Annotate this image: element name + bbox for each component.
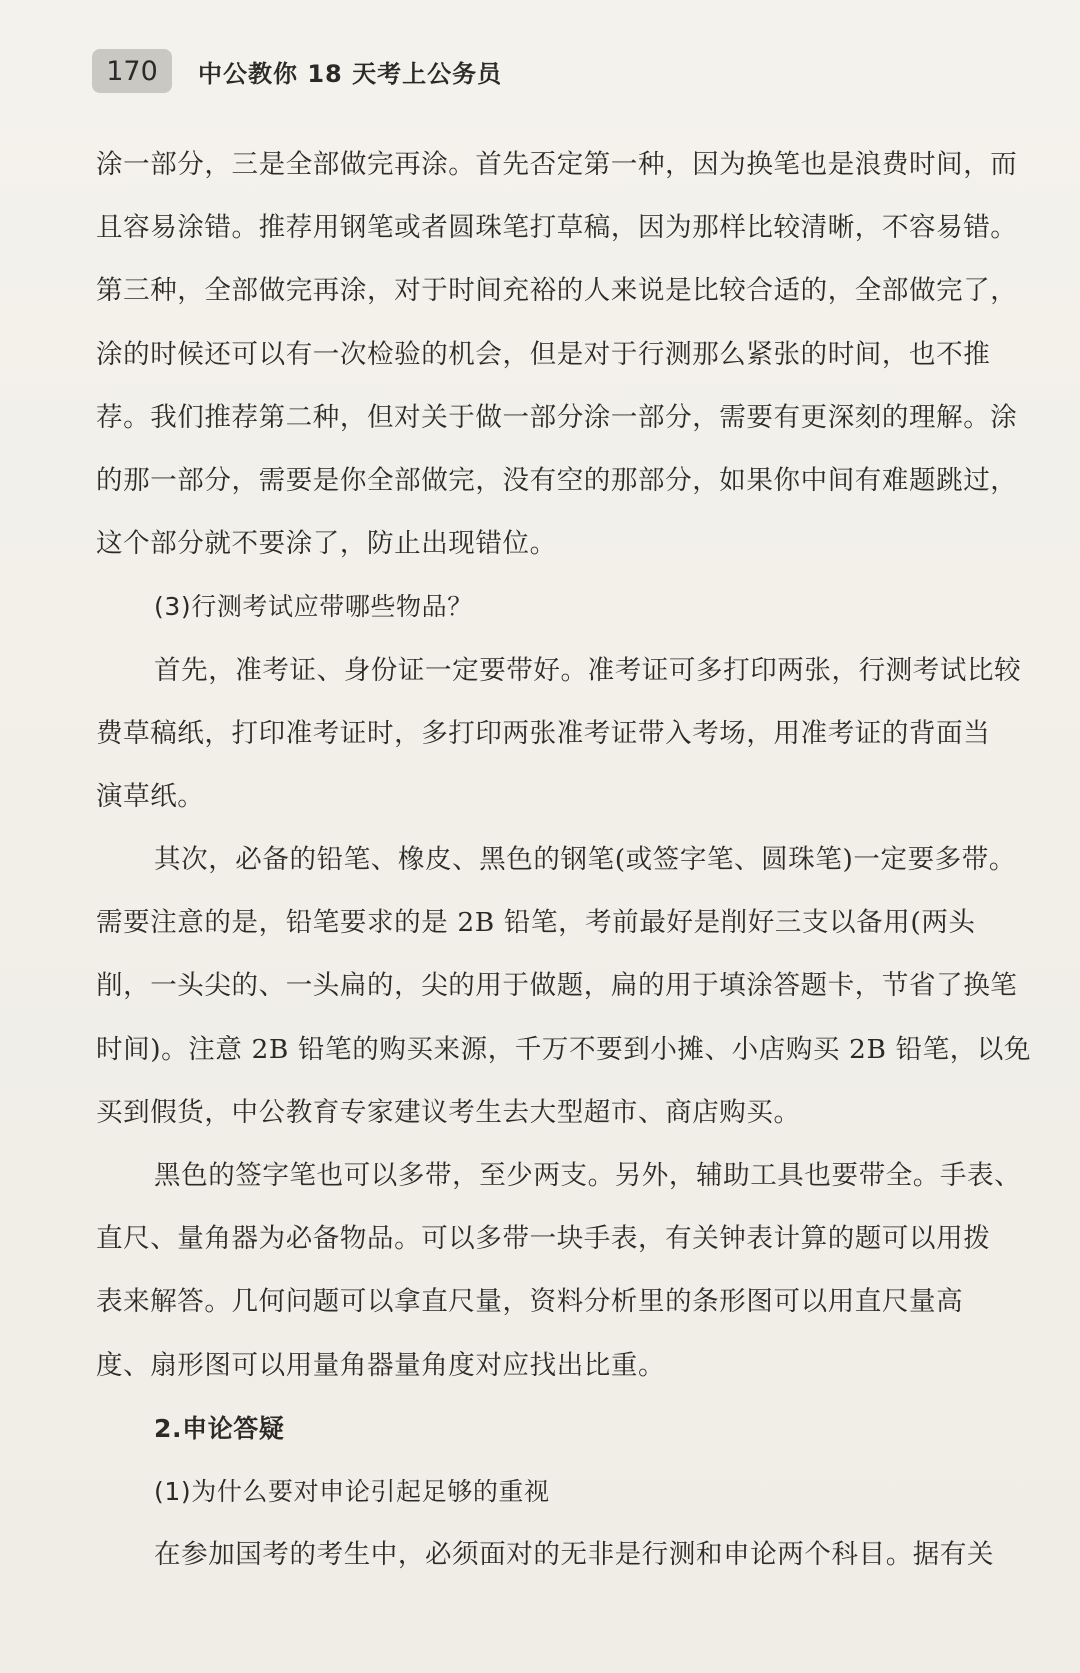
section-heading-shenlun: 2.申论答疑 (154, 1413, 285, 1443)
text-line-1: 涂一部分，三是全部做完再涂。首先否定第一种，因为换笔也是浪费时间，而 (96, 149, 1018, 180)
text-line-15: 时间)。注意 2B 铅笔的购买来源，千万不要到小摊、小店购买 2B 铅笔，以免 (96, 1033, 1032, 1065)
text-line-10: 费草稿纸，打印准考证时，多打印两张准考证带入考场，用准考证的背面当 (96, 717, 991, 749)
page-number: 170 (92, 49, 172, 93)
text-line-17: 黑色的签字笔也可以多带，至少两支。另外，辅助工具也要带全。手表、 (154, 1160, 1022, 1191)
text-line-2: 且容易涂错。推荐用钢笔或者圆珠笔打草稿，因为那样比较清晰，不容易错。 (96, 212, 1018, 244)
page-header (92, 45, 502, 97)
subheading-why-shenlun: (1)为什么要对申论引起足够的重视 (154, 1476, 550, 1506)
book-title: 中公教你 18 天考上公务员 (198, 59, 503, 88)
text-line-7: 这个部分就不要涂了，防止出现错位。 (96, 528, 557, 560)
text-line-4: 涂的时候还可以有一次检验的机会，但是对于行测那么紧张的时间，也不推 (96, 338, 991, 370)
text-line-23: 在参加国考的考生中，必须面对的无非是行测和申论两个科目。据有关 (154, 1539, 995, 1571)
text-line-5: 荐。我们推荐第二种，但对关于做一部分涂一部分，需要有更深刻的理解。涂 (96, 401, 1018, 433)
text-line-14: 削，一头尖的、一头扁的，尖的用于做题，扁的用于填涂答题卡，节省了换笔 (96, 970, 1018, 1002)
body-text (96, 133, 1056, 1586)
subheading-exam-items: (3)行测考试应带哪些物品？ (154, 592, 473, 622)
text-line-13: 需要注意的是，铅笔要求的是 2B 铅笔，考前最好是削好三支以备用(两头 (96, 907, 976, 939)
text-line-12: 其次，必备的铅笔、橡皮、黑色的钢笔(或签字笔、圆珠笔)一定要多带。 (154, 844, 1016, 876)
text-line-6: 的那一部分，需要是你全部做完，没有空的那部分，如果你中间有难题跳过， (96, 464, 1018, 496)
text-line-20: 度、扇形图可以用量角器量角度对应找出比重。 (96, 1349, 666, 1381)
text-line-16: 买到假货，中公教育专家建议考生去大型超市、商店购买。 (96, 1096, 801, 1128)
text-line-19: 表来解答。几何问题可以拿直尺量，资料分析里的条形图可以用直尺量高 (96, 1286, 964, 1318)
text-line-18: 直尺、量角器为必备物品。可以多带一块手表，有关钟表计算的题可以用拨 (96, 1223, 991, 1255)
text-line-11: 演草纸。 (96, 780, 205, 812)
text-line-9: 首先，准考证、身份证一定要带好。准考证可多打印两张，行测考试比较 (154, 654, 1022, 686)
text-line-3: 第三种，全部做完再涂，对于时间充裕的人来说是比较合适的，全部做完了， (96, 275, 1018, 307)
